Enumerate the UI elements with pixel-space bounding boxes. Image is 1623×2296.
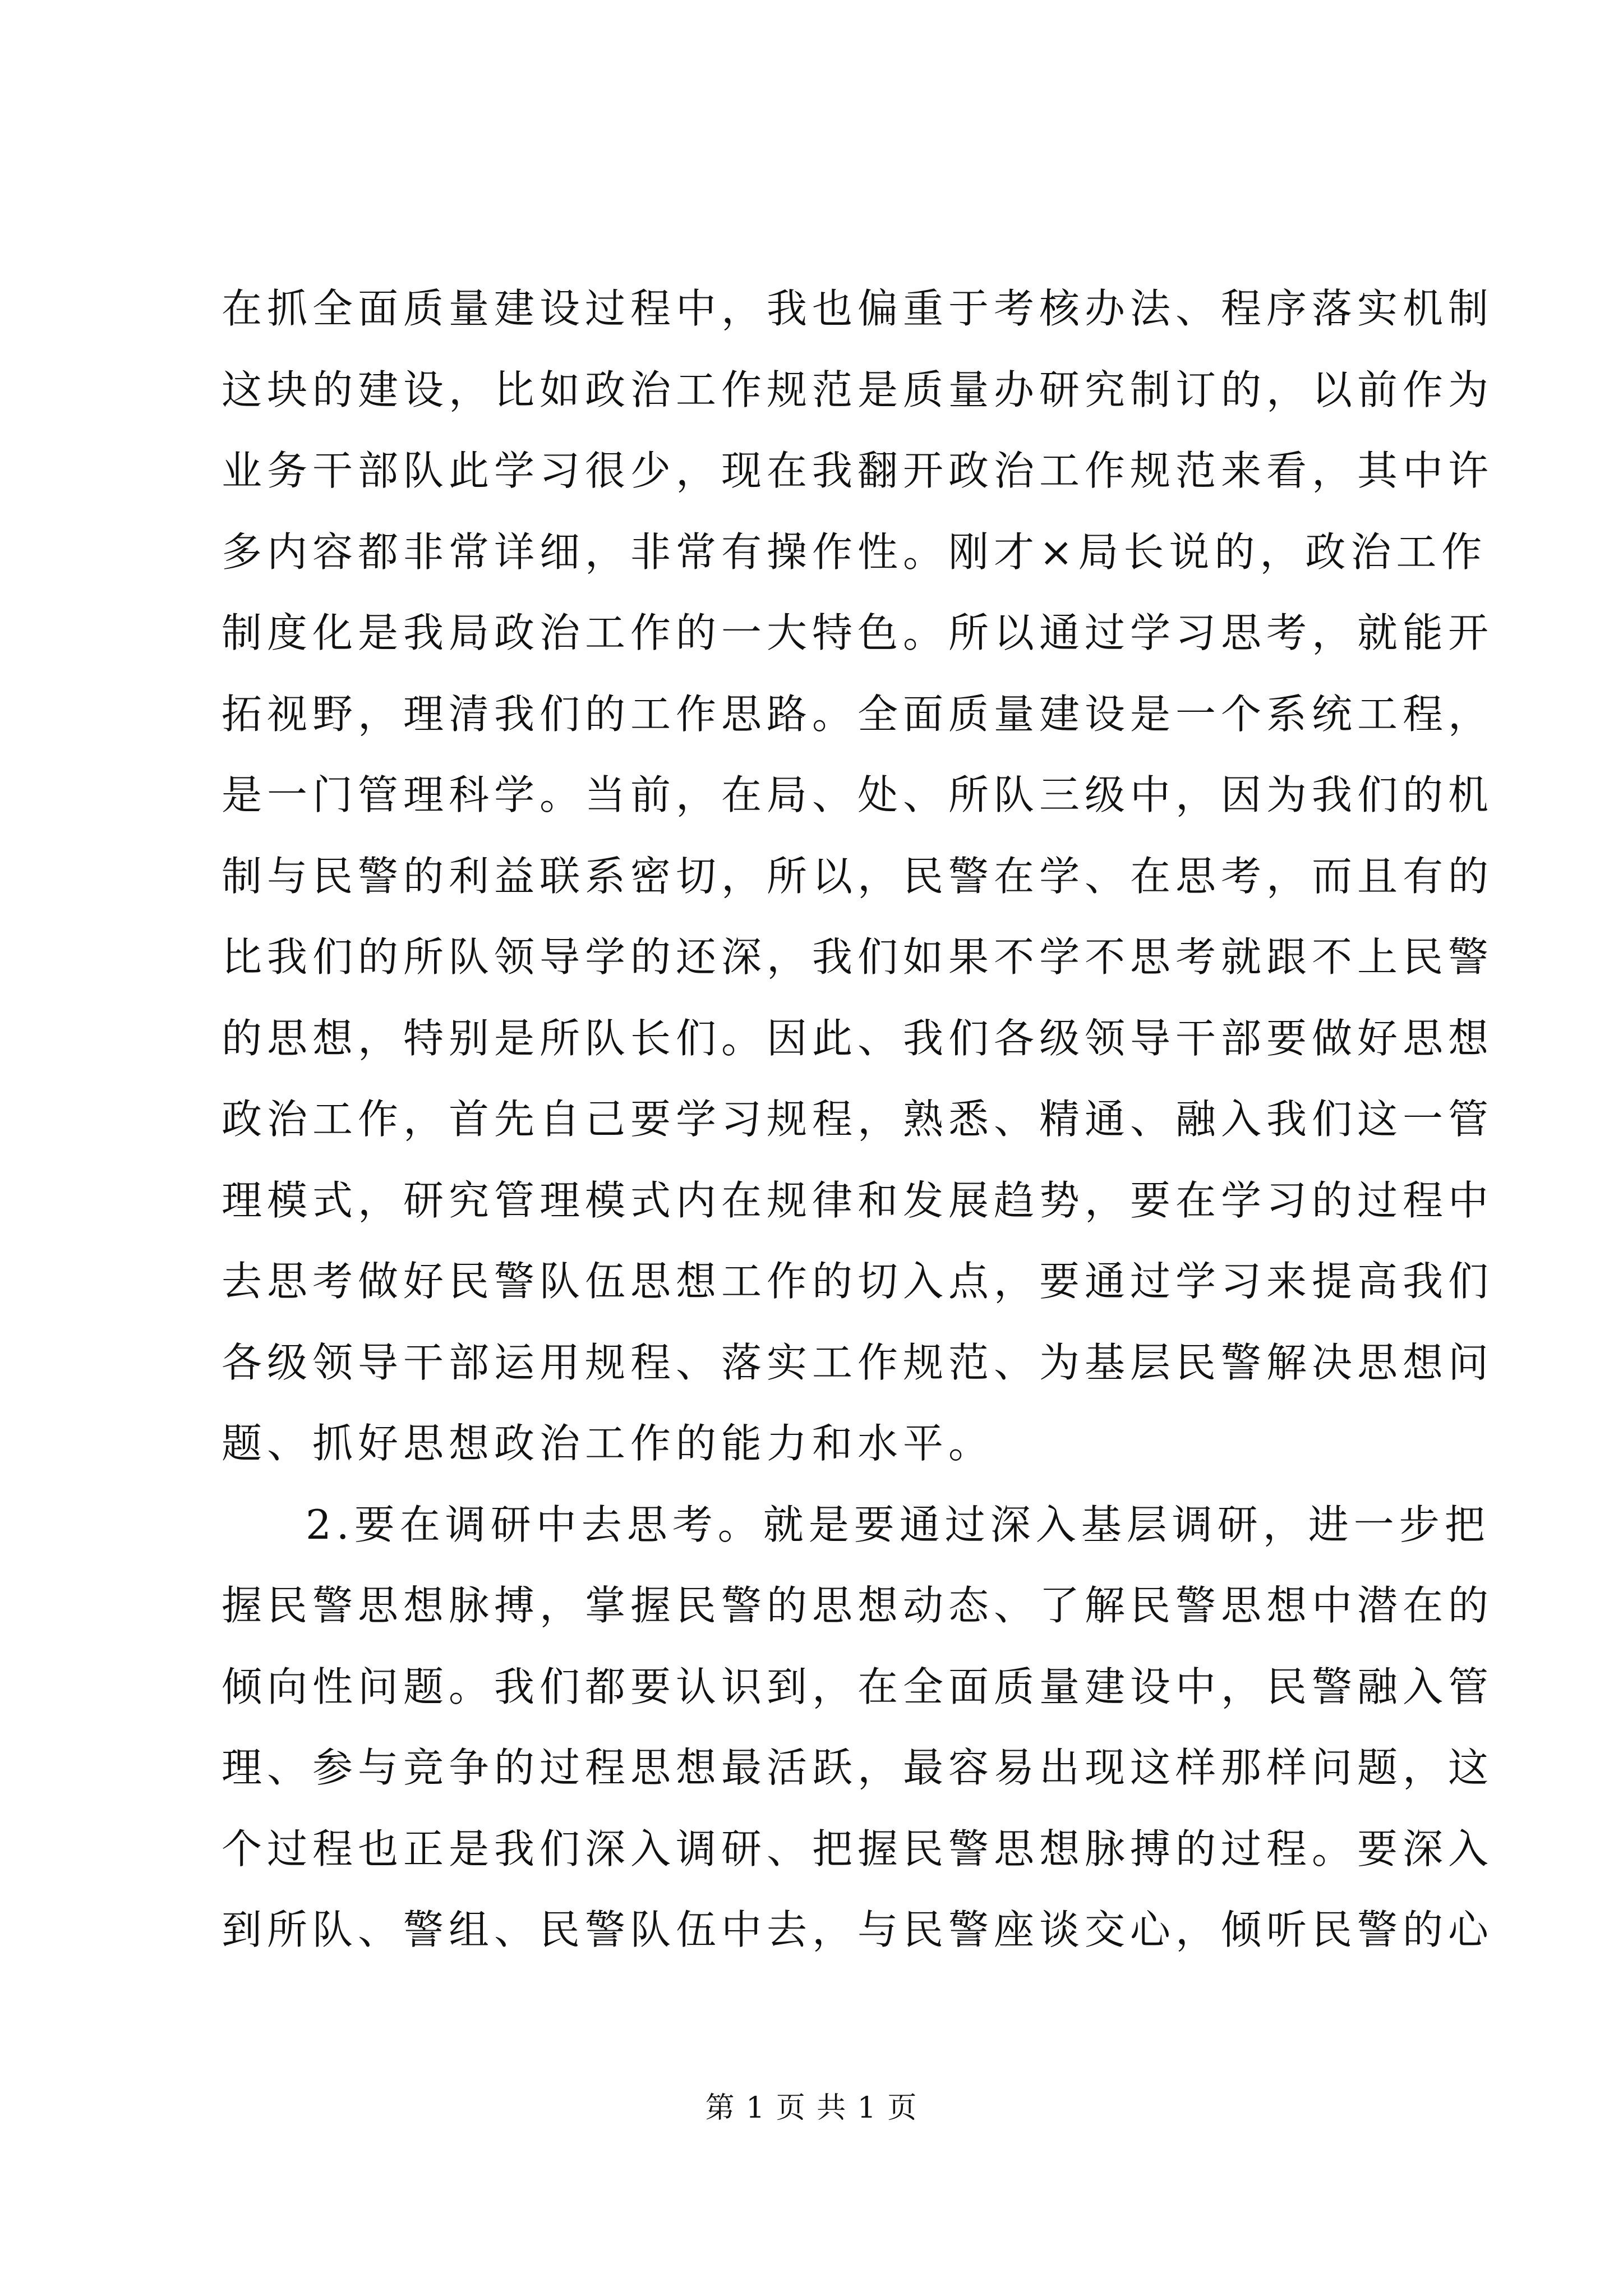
paragraph-start-line: 2.要在调研中去思考。就是要通过深入基层调研，进一步把	[306, 1501, 1490, 1548]
text-line: 题、抓好思想政治工作的能力和水平。	[222, 1420, 994, 1467]
text-line: 的思想，特别是所队长们。因此、我们各级领导干部要做好思想	[222, 1014, 1494, 1062]
text-line: 理模式，研究管理模式内在规律和发展趋势，要在学习的过程中	[222, 1176, 1494, 1224]
text-line: 各级领导干部运用规程、落实工作规范、为基层民警解决思想问	[222, 1338, 1494, 1386]
text-line: 比我们的所队领导学的还深，我们如果不学不思考就跟不上民警	[222, 933, 1494, 981]
text-line: 这块的建设，比如政治工作规范是质量办研究制订的，以前作为	[222, 366, 1494, 413]
text-line: 业务干部队此学习很少，现在我翻开政治工作规范来看，其中许	[222, 447, 1494, 494]
text-line: 倾向性问题。我们都要认识到，在全面质量建设中，民警融入管	[222, 1663, 1494, 1710]
text-line: 在抓全面质量建设过程中，我也偏重于考核办法、程序落实机制	[222, 285, 1494, 332]
text-line: 制度化是我局政治工作的一大特色。所以通过学习思考，就能开	[222, 609, 1494, 656]
text-line: 拓视野，理清我们的工作思路。全面质量建设是一个系统工程，	[222, 690, 1494, 738]
text-line: 到所队、警组、民警队伍中去，与民警座谈交心，倾听民警的心	[222, 1906, 1494, 1953]
page-footer: 第 1 页 共 1 页	[705, 2091, 918, 2125]
text-line: 握民警思想脉搏，掌握民警的思想动态、了解民警思想中潜在的	[222, 1582, 1494, 1629]
text-line: 制与民警的利益联系密切，所以，民警在学、在思考，而且有的	[222, 852, 1494, 900]
text-line: 多内容都非常详细，非常有操作性。刚才×局长说的，政治工作	[222, 528, 1487, 576]
body-text	[222, 268, 1494, 1971]
text-line: 是一门管理科学。当前，在局、处、所队三级中，因为我们的机	[222, 771, 1494, 818]
text-line: 个过程也正是我们深入调研、把握民警思想脉搏的过程。要深入	[222, 1825, 1494, 1872]
text-line: 政治工作，首先自己要学习规程，熟悉、精通、融入我们这一管	[222, 1096, 1494, 1143]
text-line: 去思考做好民警队伍思想工作的切入点，要通过学习来提高我们	[222, 1258, 1494, 1305]
text-line: 理、参与竞争的过程思想最活跃，最容易出现这样那样问题，这	[222, 1744, 1494, 1791]
